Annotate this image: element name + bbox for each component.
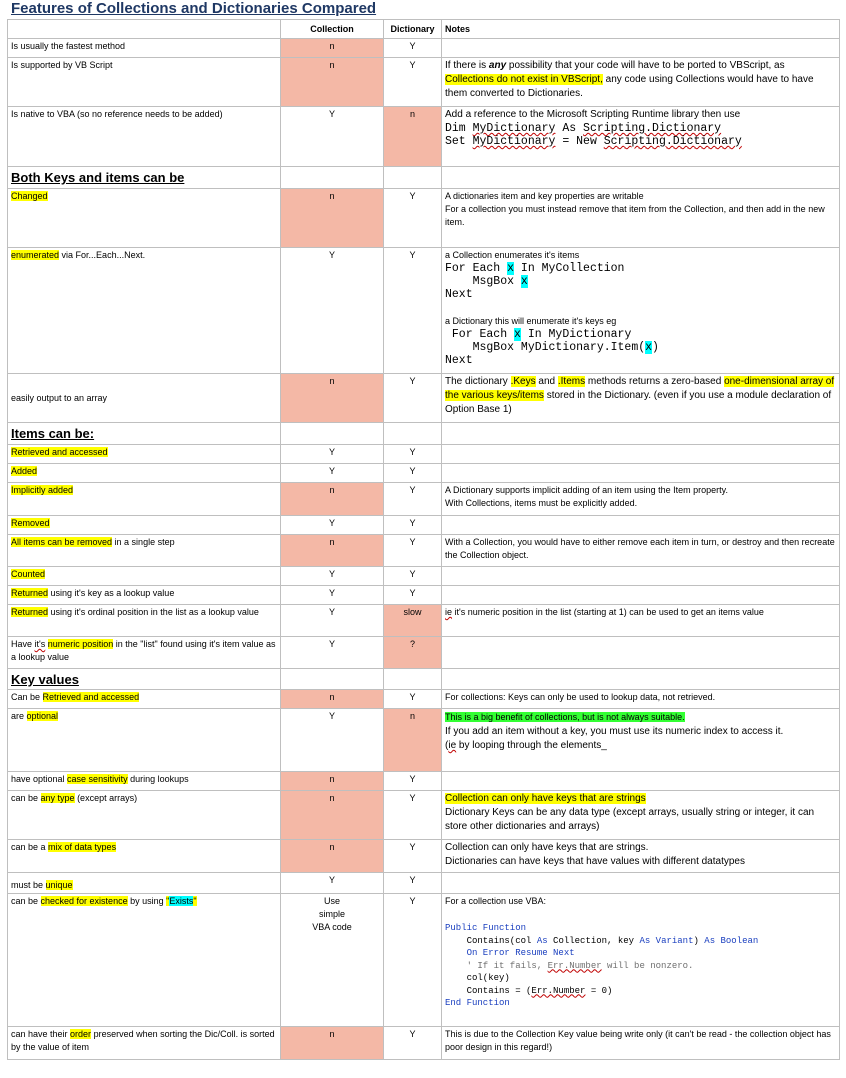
collection-value: n	[281, 791, 384, 840]
dictionary-value: Y	[384, 445, 442, 464]
dictionary-value: Y	[384, 1027, 442, 1060]
section-row	[8, 423, 840, 445]
dictionary-value: slow	[384, 605, 442, 637]
table-row	[8, 709, 840, 772]
dictionary-value: Y	[384, 464, 442, 483]
feature-label: Removed	[8, 516, 281, 535]
notes-cell	[442, 567, 840, 586]
code-line: MsgBox x	[445, 275, 528, 288]
table-row	[8, 374, 840, 423]
collection-value: n	[281, 374, 384, 423]
note-text: Add a reference to the Microsoft Scripting Runtime library then use	[445, 109, 741, 120]
collection-value: Y	[281, 567, 384, 586]
note-text: If there is	[445, 60, 489, 71]
table-row	[8, 840, 840, 873]
collection-value: Y	[281, 637, 384, 669]
collection-value: Y	[281, 605, 384, 637]
dictionary-value: Y	[384, 873, 442, 894]
notes-cell	[442, 39, 840, 58]
header-dictionary: Dictionary	[384, 20, 442, 39]
table-row	[8, 445, 840, 464]
notes-cell	[442, 873, 840, 894]
collection-value: Y	[281, 516, 384, 535]
dictionary-value: Y	[384, 690, 442, 709]
dictionary-value: Y	[384, 374, 442, 423]
table-row	[8, 248, 840, 374]
collection-value: n	[281, 690, 384, 709]
note-text: A dictionaries item and key properties are writable	[445, 191, 644, 201]
collection-value: n	[281, 840, 384, 873]
collection-value: Y	[281, 586, 384, 605]
note-text: A Dictionary supports implicit adding of an item using the Item property.	[445, 485, 728, 495]
feature-label: can be a mix of data types	[8, 840, 281, 873]
dictionary-value: Y	[384, 58, 442, 107]
notes-cell: ie it's numeric position in the list (starting at 1) can be used to get an items value	[442, 605, 840, 637]
notes-cell	[442, 516, 840, 535]
notes-cell	[442, 189, 840, 248]
collection-value: n	[281, 1027, 384, 1060]
feature-label: Is usually the fastest method	[8, 39, 281, 58]
notes-cell	[442, 483, 840, 516]
notes-cell	[442, 248, 840, 374]
dictionary-value: Y	[384, 189, 442, 248]
note-emphasis: any	[488, 60, 507, 71]
note-highlight: Collections do not exist in VBScript,	[445, 74, 603, 85]
feature-label: Returned using it's ordinal position in the list as a lookup value	[8, 605, 281, 637]
dictionary-value: Y	[384, 791, 442, 840]
collection-value: n	[281, 39, 384, 58]
collection-value: Y	[281, 248, 384, 374]
feature-label: enumerated via For...Each...Next.	[8, 248, 281, 374]
notes-cell	[442, 464, 840, 483]
code-line: For Each x In MyDictionary	[445, 328, 632, 341]
collection-value: n	[281, 58, 384, 107]
dictionary-value: Y	[384, 567, 442, 586]
note-text: possibility that your code will have to be ported to VBScript, as	[506, 60, 785, 71]
note-text: With Collections, items must be explicitly added.	[445, 498, 638, 508]
dictionary-value: Y	[384, 516, 442, 535]
notes-cell	[442, 791, 840, 840]
note-text: any code using Collections would have to have them converted to Dictionaries.	[445, 74, 814, 99]
table-row	[8, 483, 840, 516]
notes-cell	[442, 709, 840, 772]
notes-cell: The dictionary .Keys and .Items methods returns a zero-based one-dimensional array of the various keys/items stored in the Dictionary. (even if you use a module declaration of Option Base 1)	[442, 374, 840, 423]
table-row	[8, 58, 840, 107]
notes-cell	[442, 637, 840, 669]
table-row	[8, 791, 840, 840]
feature-label: Added	[8, 464, 281, 483]
notes-cell	[442, 772, 840, 791]
table-header-row	[8, 20, 840, 39]
feature-label: have optional case sensitivity during lookups	[8, 772, 281, 791]
table-row	[8, 107, 840, 167]
dictionary-value: Y	[384, 248, 442, 374]
notes-cell: For collections: Keys can only be used to lookup data, not retrieved.	[442, 690, 840, 709]
feature-label: Can be Retrieved and accessed	[8, 690, 281, 709]
note-text: Collection can only have keys that are strings.	[445, 842, 649, 853]
header-collection: Collection	[281, 20, 384, 39]
notes-cell	[442, 894, 840, 1027]
table-row	[8, 772, 840, 791]
page-title: Features of Collections and Dictionaries Compared	[11, 0, 377, 17]
table-row	[8, 605, 840, 637]
section-heading: Key values	[8, 669, 281, 690]
section-heading: Both Keys and items can be	[8, 167, 281, 189]
feature-label: Counted	[8, 567, 281, 586]
code-line: MsgBox MyDictionary.Item(x)	[445, 341, 659, 354]
note-text: Dictionaries can have keys that have values with different datatypes	[445, 856, 745, 867]
code-line: On Error Resume Next	[445, 948, 575, 958]
collection-value: Y	[281, 107, 384, 167]
notes-cell	[442, 840, 840, 873]
section-row	[8, 669, 840, 690]
feature-label: Have it's numeric position in the "list" found using it's item value as a lookup value	[8, 637, 281, 669]
section-row	[8, 167, 840, 189]
table-row	[8, 873, 840, 894]
notes-cell	[442, 58, 840, 107]
collection-value: n	[281, 535, 384, 567]
section-heading: Items can be:	[8, 423, 281, 445]
note-text: (ie by looping through the elements_	[445, 740, 607, 751]
feature-label: easily output to an array	[8, 374, 281, 423]
collection-value: n	[281, 189, 384, 248]
feature-label: Is native to VBA (so no reference needs to be added)	[8, 107, 281, 167]
table-row	[8, 39, 840, 58]
code-line: Next	[445, 354, 473, 367]
feature-label: Is supported by VB Script	[8, 58, 281, 107]
table-row	[8, 894, 840, 1027]
note-text: Dictionary Keys can be any data type (except arrays, usually string or integer, it can store other dictionaries and arrays)	[445, 807, 815, 832]
dictionary-value: Y	[384, 39, 442, 58]
collection-value: n	[281, 483, 384, 516]
dictionary-value: Y	[384, 483, 442, 516]
table-row	[8, 1027, 840, 1060]
feature-label: can be checked for existence by using "Exists"	[8, 894, 281, 1027]
dictionary-value: n	[384, 709, 442, 772]
header-notes: Notes	[442, 20, 840, 39]
dictionary-value: Y	[384, 586, 442, 605]
table-row	[8, 586, 840, 605]
feature-label: Implicitly added	[8, 483, 281, 516]
note-text: For a collection use VBA:	[445, 896, 547, 906]
code-line: Public Function	[445, 923, 527, 933]
comparison-table	[7, 19, 840, 1060]
table-row	[8, 516, 840, 535]
table-row	[8, 690, 840, 709]
code-line: Contains(col As Collection, key As Variant) As Boolean	[445, 935, 759, 946]
feature-label: Changed	[8, 189, 281, 248]
dictionary-value: Y	[384, 772, 442, 791]
feature-label: are optional	[8, 709, 281, 772]
code-line: ' If it fails, Err.Number will be nonzero.	[445, 960, 694, 971]
feature-label: Returned using it's key as a lookup value	[8, 586, 281, 605]
table-row	[8, 637, 840, 669]
note-text: For a collection you must instead remove that item from the Collection, and then add in the new item.	[445, 204, 825, 227]
collection-value: Y	[281, 464, 384, 483]
note-text: a Collection enumerates it's items	[445, 250, 580, 260]
notes-cell	[442, 445, 840, 464]
table-row	[8, 535, 840, 567]
note-text: If you add an item without a key, you must use its numeric index to access it.	[445, 726, 784, 737]
code-line: End Function	[445, 998, 510, 1008]
code-line: For Each x In MyCollection	[445, 262, 625, 275]
note-text: Collection can only have keys that are strings	[445, 793, 646, 804]
feature-label: can have their order preserved when sorting the Dic/Coll. is sorted by the value of item	[8, 1027, 281, 1060]
code-line: Set MyDictionary = New Scripting.Dictionary	[445, 135, 742, 148]
notes-cell	[442, 107, 840, 167]
collection-value: Y	[281, 445, 384, 464]
dictionary-value: Y	[384, 894, 442, 1027]
table-row	[8, 464, 840, 483]
notes-cell: With a Collection, you would have to either remove each item in turn, or destroy and then recreate the Collection object.	[442, 535, 840, 567]
code-line: Contains = (Err.Number = 0)	[445, 985, 613, 996]
table-row	[8, 189, 840, 248]
code-line: Next	[445, 288, 473, 301]
header-feature-cell	[8, 20, 281, 39]
note-text: This is a big benefit of collections, but is not always suitable.	[445, 712, 685, 722]
notes-cell: This is due to the Collection Key value being write only (it can't be read - the collection object has poor design in this regard!)	[442, 1027, 840, 1060]
feature-label: Retrieved and accessed	[8, 445, 281, 464]
dictionary-value: ?	[384, 637, 442, 669]
code-line: Dim MyDictionary As Scripting.Dictionary	[445, 122, 722, 135]
collection-value: Y	[281, 873, 384, 894]
feature-label: can be any type (except arrays)	[8, 791, 281, 840]
collection-value: Use simple VBA code	[281, 894, 384, 1027]
dictionary-value: Y	[384, 535, 442, 567]
table-row	[8, 567, 840, 586]
collection-value: Y	[281, 709, 384, 772]
code-line: col(key)	[445, 973, 510, 983]
dictionary-value: Y	[384, 840, 442, 873]
feature-label: All items can be removed in a single step	[8, 535, 281, 567]
notes-cell	[442, 586, 840, 605]
collection-value: n	[281, 772, 384, 791]
feature-label: must be unique	[8, 873, 281, 894]
note-text: a Dictionary this will enumerate it's keys eg	[445, 316, 617, 326]
dictionary-value: n	[384, 107, 442, 167]
